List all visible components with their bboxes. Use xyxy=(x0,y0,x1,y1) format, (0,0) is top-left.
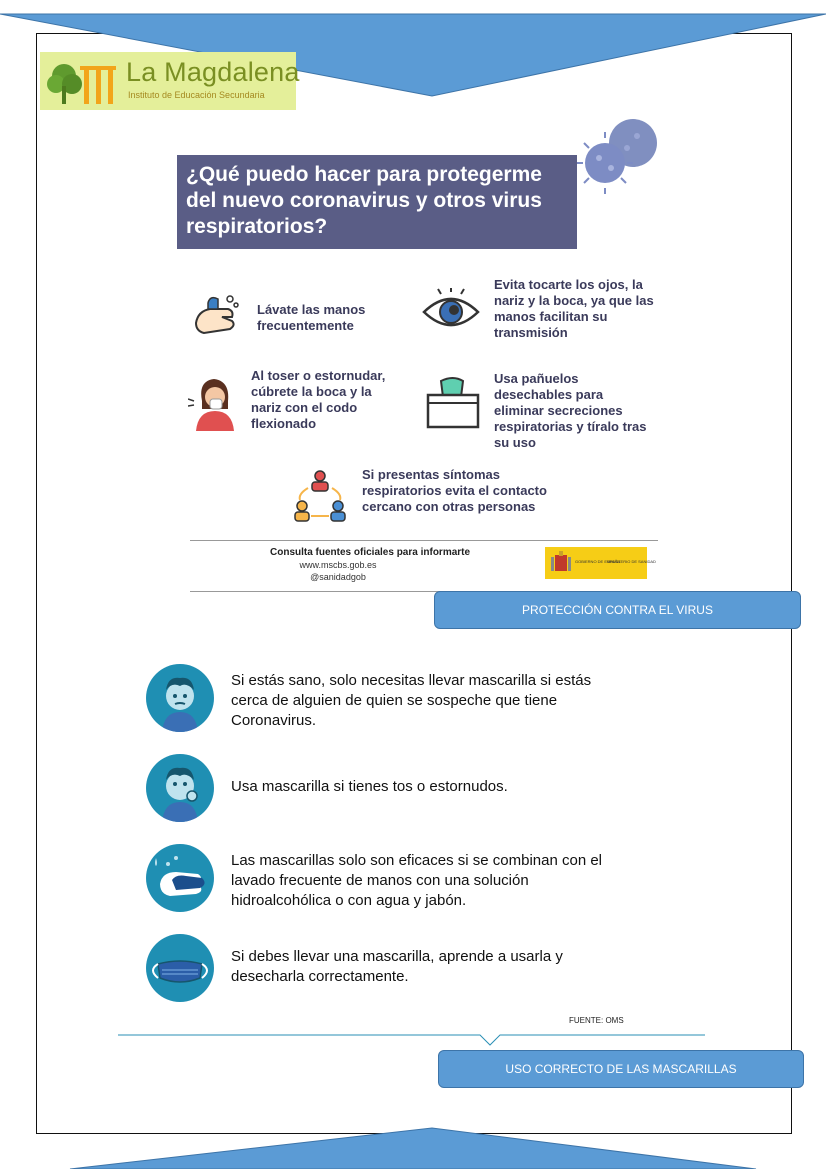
mask-tip-text: Usa mascarilla si tienes tos o estornudos. xyxy=(231,778,508,795)
worried-person-icon xyxy=(146,664,214,732)
source-label: FUENTE: OMS xyxy=(569,1016,624,1025)
ministry-label: MINISTERIO DE SANIDAD xyxy=(607,559,656,564)
tip-text: Evita tocarte los ojos, la nariz y la boca, ya que las manos facilitan su transmisión xyxy=(494,277,654,340)
bottom-banner-shape xyxy=(70,1128,756,1169)
mask-tip-text: Las mascarillas solo son eficaces si se combinan con el lavado frecuente de manos con una solución hidroalcohólica o con agua y jabón. xyxy=(231,852,603,909)
gov-label: GOBIERNO DE ESPAÑA xyxy=(575,559,621,564)
tip-text: Si presentas síntomas respiratorios evita el contacto cercano con otras personas xyxy=(362,467,547,514)
consult-title: Consulta fuentes oficiales para informarte xyxy=(270,547,471,558)
poster-title: ¿Qué puedo hacer para protegerme del nuevo coronavirus y otros virus respiratorios? xyxy=(186,163,542,238)
masks-tab[interactable]: USO CORRECTO DE LAS MASCARILLAS xyxy=(438,1050,804,1088)
poster-title-box xyxy=(177,155,577,249)
mask-tip-text: Si estás sano, solo necesitas llevar mascarilla si estás cerca de alguien de quien se sospeche que tiene Coronavirus. xyxy=(231,672,592,729)
source-divider xyxy=(118,1035,705,1045)
sneezing-woman-icon xyxy=(188,375,240,431)
tissue-box-icon xyxy=(425,375,481,431)
coat-of-arms-icon xyxy=(551,551,571,575)
consult-url: www.mscbs.gob.es xyxy=(299,560,377,570)
tip-text: Usa pañuelos desechables para eliminar secreciones respiratorias y tíralo tras su uso xyxy=(494,371,647,450)
school-subtitle: Instituto de Educación Secundaria xyxy=(128,90,265,100)
school-name: La Magdalena xyxy=(126,57,300,87)
washing-hands-icon xyxy=(146,844,214,912)
mask-tip-text: Si debes llevar una mascarilla, aprende a usarla y desecharla correctamente. xyxy=(231,948,563,985)
school-logo xyxy=(40,52,300,110)
coughing-person-icon xyxy=(146,754,214,822)
government-logo xyxy=(545,547,656,579)
tree-columns-logo-icon xyxy=(44,56,120,106)
people-distance-icon xyxy=(294,470,346,524)
face-mask-icon xyxy=(146,934,214,1002)
eye-icon xyxy=(421,288,481,334)
tip-text: Lávate las manos frecuentemente xyxy=(257,302,366,333)
tip-text: Al toser o estornudar, cúbrete la boca y la nariz con el codo flexionado xyxy=(251,368,386,431)
hand-washing-icon xyxy=(192,293,240,337)
virus-icon xyxy=(573,118,663,198)
protection-tab[interactable]: PROTECCIÓN CONTRA EL VIRUS xyxy=(434,591,801,629)
consult-handle: @sanidadgob xyxy=(310,572,366,582)
